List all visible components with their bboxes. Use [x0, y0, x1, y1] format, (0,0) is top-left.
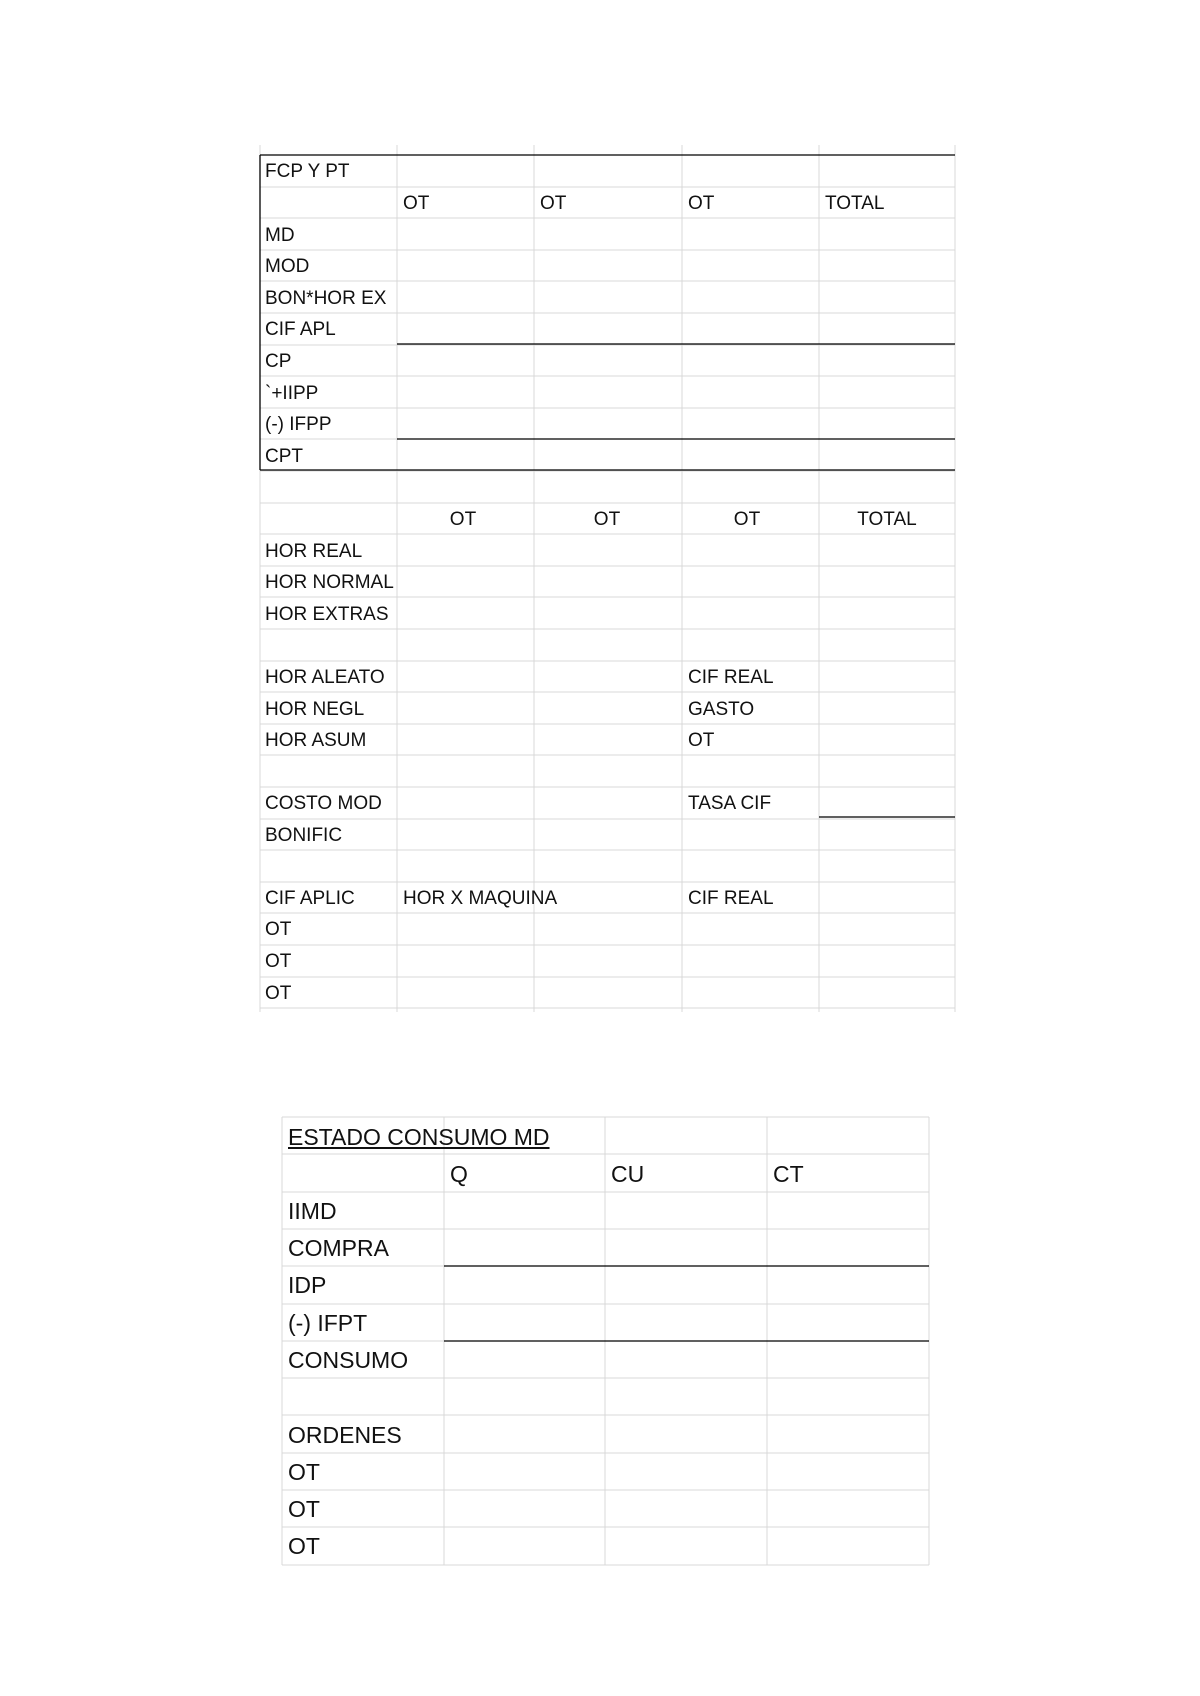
row-consumo: CONSUMO [288, 1347, 409, 1373]
cost-row-cpt: CPT [265, 446, 303, 467]
cif-real-2: CIF REAL [688, 888, 774, 909]
row-iimd: IIMD [288, 1198, 337, 1224]
header-cu: CU [611, 1161, 645, 1187]
ordenes-label: ORDENES [288, 1422, 402, 1448]
cost-row-mod: MOD [265, 256, 310, 277]
bonific: BONIFIC [265, 825, 343, 846]
hours-row-real: HOR REAL [265, 541, 363, 562]
ordenes-ot-2: OT [288, 1496, 320, 1522]
header-ct: CT [773, 1161, 804, 1187]
cost-header-total: TOTAL [825, 193, 885, 214]
costo-mod: COSTO MOD [265, 793, 382, 814]
cost-header-ot-1: OT [403, 193, 430, 214]
hor-aleato: HOR ALEATO [265, 667, 385, 688]
cost-row-iipp: `+IIPP [265, 383, 319, 404]
cost-row-cif-apl: CIF APL [265, 319, 336, 340]
tasa-cif: TASA CIF [688, 793, 772, 814]
hours-header-ot-1: OT [449, 509, 477, 530]
cost-row-bon-hor-ex: BON*HOR EX [265, 288, 387, 309]
ot-row-3: OT [265, 983, 292, 1004]
ot-row-1: OT [265, 919, 292, 940]
row-idp: IDP [288, 1272, 327, 1298]
cif-ot: OT [688, 730, 715, 751]
row-compra: COMPRA [288, 1235, 389, 1261]
row-ifpt: (-) IFPT [288, 1310, 368, 1336]
hours-header-ot-2: OT [593, 509, 621, 530]
ordenes-ot-1: OT [288, 1459, 320, 1485]
hours-header-ot-3: OT [733, 509, 761, 530]
cif-aplic: CIF APLIC [265, 888, 355, 909]
sheet2-title: ESTADO CONSUMO MD [288, 1124, 550, 1150]
hor-asum: HOR ASUM [265, 730, 367, 751]
cost-header-ot-3: OT [688, 193, 715, 214]
gasto: GASTO [688, 699, 755, 720]
cif-real: CIF REAL [688, 667, 774, 688]
hours-row-extras: HOR EXTRAS [265, 604, 389, 625]
sheet1-title: FCP Y PT [265, 161, 350, 182]
hor-negl: HOR NEGL [265, 699, 365, 720]
ot-row-2: OT [265, 951, 292, 972]
hours-header-total: TOTAL [857, 509, 917, 530]
hours-row-normal: HOR NORMAL [265, 572, 394, 593]
cost-row-cp: CP [265, 351, 292, 372]
hor-x-maquina: HOR X MAQUINA [403, 888, 558, 909]
cost-header-ot-2: OT [540, 193, 567, 214]
ordenes-ot-3: OT [288, 1533, 320, 1559]
cost-row-md: MD [265, 225, 295, 246]
header-q: Q [450, 1161, 468, 1187]
cost-row-ifpp: (-) IFPP [265, 414, 332, 435]
